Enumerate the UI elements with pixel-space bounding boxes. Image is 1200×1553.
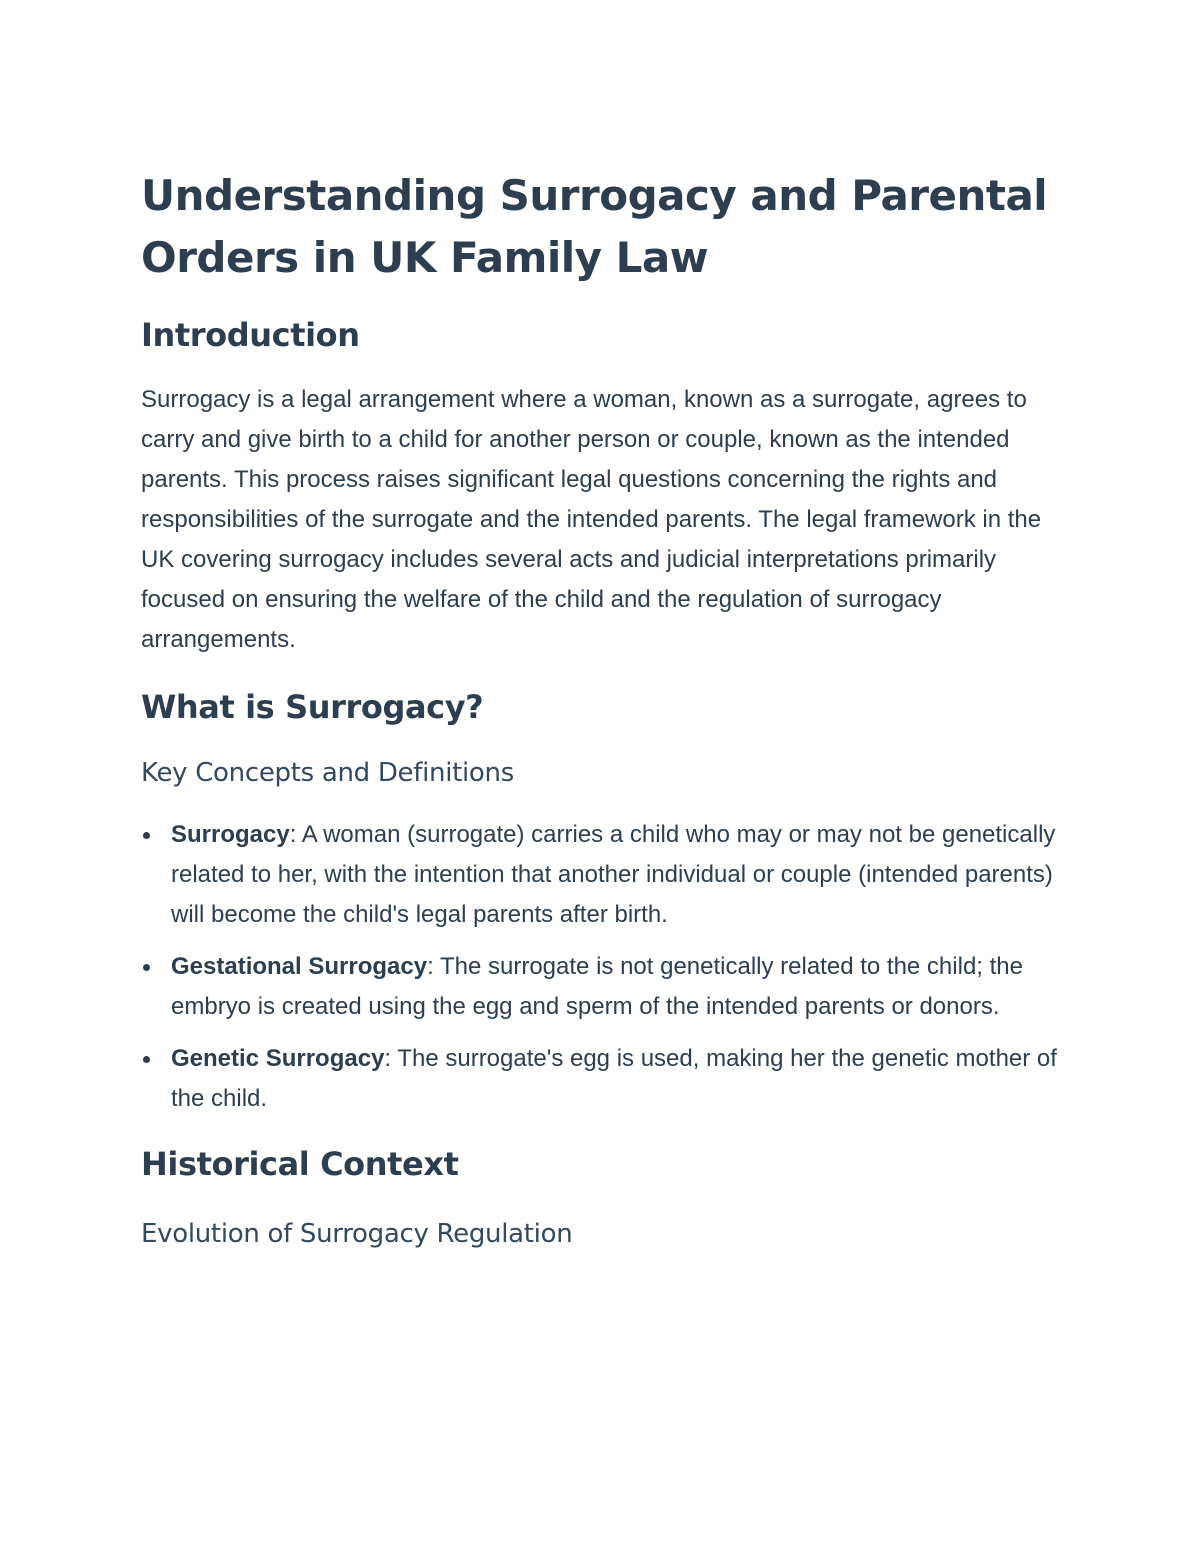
subheading-evolution: Evolution of Surrogacy Regulation	[141, 1219, 573, 1249]
definition-term: Genetic Surrogacy	[171, 1045, 385, 1072]
definitions-list	[141, 815, 1061, 1119]
heading-historical-context: Historical Context	[141, 1145, 459, 1183]
bullet-icon	[143, 1056, 150, 1063]
definition-text: : A woman (surrogate) carries a child who may or may not be genetically related to her, with the intention that another individual or couple (intended parents) will become the child's legal parents after birth.	[171, 821, 1056, 928]
document-title: Understanding Surrogacy and Parental Orders in UK Family Law	[141, 171, 1048, 282]
introduction-paragraph: Surrogacy is a legal arrangement where a woman, known as a surrogate, agrees to carry and give birth to a child for another person or couple, known as the intended parents. This process raises significant legal questions concerning the rights and responsibilities of the surrogate and the intended parents. The legal framework in the UK covering surrogacy includes several acts and judicial interpretations primarily focused on ensuring the welfare of the child and the regulation of surrogacy arrangements.	[141, 386, 1042, 653]
document-page	[141, 165, 1061, 1251]
subheading-key-concepts: Key Concepts and Definitions	[141, 758, 514, 788]
heading-introduction: Introduction	[141, 316, 360, 354]
definition-term: Gestational Surrogacy	[171, 953, 428, 980]
definition-term: Surrogacy	[171, 821, 290, 848]
definition-text: : The surrogate is not genetically related to the child; the embryo is created using the egg and sperm of the intended parents or donors.	[171, 953, 1023, 1020]
bullet-icon	[143, 964, 150, 971]
bullet-icon	[143, 832, 150, 839]
list-item	[141, 947, 1061, 1027]
definition-text: : The surrogate's egg is used, making her the genetic mother of the child.	[171, 1045, 1057, 1112]
heading-what-is-surrogacy: What is Surrogacy?	[141, 688, 484, 726]
list-item	[141, 815, 1061, 935]
list-item	[141, 1039, 1061, 1119]
